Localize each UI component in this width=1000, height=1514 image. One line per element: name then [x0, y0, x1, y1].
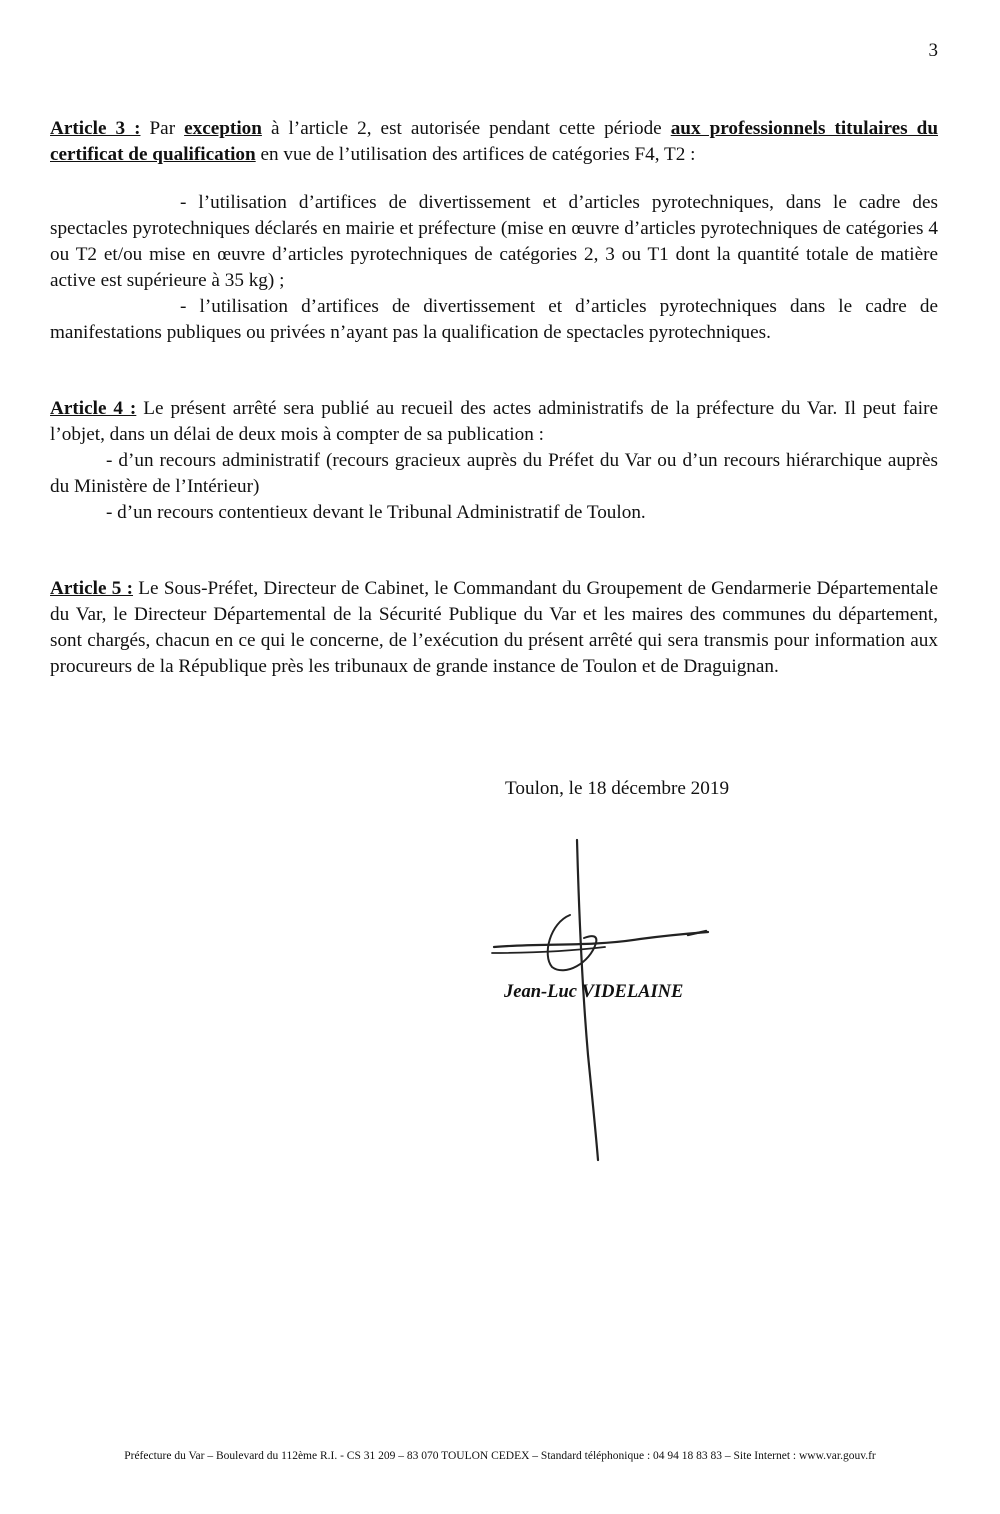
- signer-name: Jean-Luc VIDELAINE: [504, 982, 684, 1002]
- article-4-label: Article 4 :: [50, 398, 137, 419]
- article-3-text-2: à l’article 2, est autorisée pendant cette période: [261, 118, 671, 139]
- article-3-emphasis-exception: exception: [184, 118, 262, 139]
- article-4: [50, 396, 938, 526]
- article-4-item-1: - d’un recours administratif (recours gracieux auprès du Préfet du Var ou d’un recours hiérarchique auprès du Ministère de l’Intérieur): [50, 450, 938, 497]
- article-5: [50, 576, 938, 680]
- article-3-text-3: en vue de l’utilisation des artifices de catégories F4, T2 :: [255, 144, 696, 165]
- article-3-emphasis-professionals: aux professionnels titulaires du certificat de qualification: [50, 118, 939, 165]
- footer-address: Préfecture du Var – Boulevard du 112ème R.I. - CS 31 209 – 83 070 TOULON CEDEX – Standard téléphonique : 04 94 18 83 83 – Site Internet : www.var.gouv.fr: [124, 1450, 876, 1462]
- article-4-text: Le présent arrêté sera publié au recueil des actes administratifs de la préfecture du Var. Il peut faire l’objet, dans un délai de deux mois à compter de sa publication :: [50, 398, 938, 445]
- article-3-item-1: - l’utilisation d’artifices de divertissement et d’articles pyrotechniques, dans le cadre des spectacles pyrotechniques déclarés en mairie et préfecture (mise en œuvre d’articles pyrotechniques de catégories 4 ou T2 et/ou mise en œuvre d’articles pyrotechniques de catégories 2, 3 ou T1 dont la quantité totale de matière active est supérieure à 35 kg) ;: [50, 192, 938, 291]
- article-3-label: Article 3 :: [50, 118, 141, 139]
- page-number: 3: [928, 40, 938, 61]
- article-4-item-2: - d’un recours contentieux devant le Tribunal Administratif de Toulon.: [106, 502, 646, 523]
- signature-date: Toulon, le 18 décembre 2019: [505, 778, 730, 799]
- article-3-items: [50, 190, 938, 346]
- article-5-label: Article 5 :: [50, 578, 134, 599]
- article-3-text-1: Par: [140, 118, 185, 139]
- article-5-text: Le Sous-Préfet, Directeur de Cabinet, le Commandant du Groupement de Gendarmerie Départementale du Var, le Directeur Départemental de la Sécurité Publique du Var et les maires des communes du département, sont chargés, chacun en ce qui le concerne, de l’exécution du présent arrêté qui sera transmis pour information aux procureurs de la République près les tribunaux de grande instance de Toulon et de Draguignan.: [50, 578, 939, 677]
- article-3: [50, 116, 938, 168]
- article-3-item-2: - l’utilisation d’artifices de divertissement et d’articles pyrotechniques dans le cadre de manifestations publiques ou privées n’ayant pas la qualification de spectacles pyrotechniques.: [50, 296, 938, 343]
